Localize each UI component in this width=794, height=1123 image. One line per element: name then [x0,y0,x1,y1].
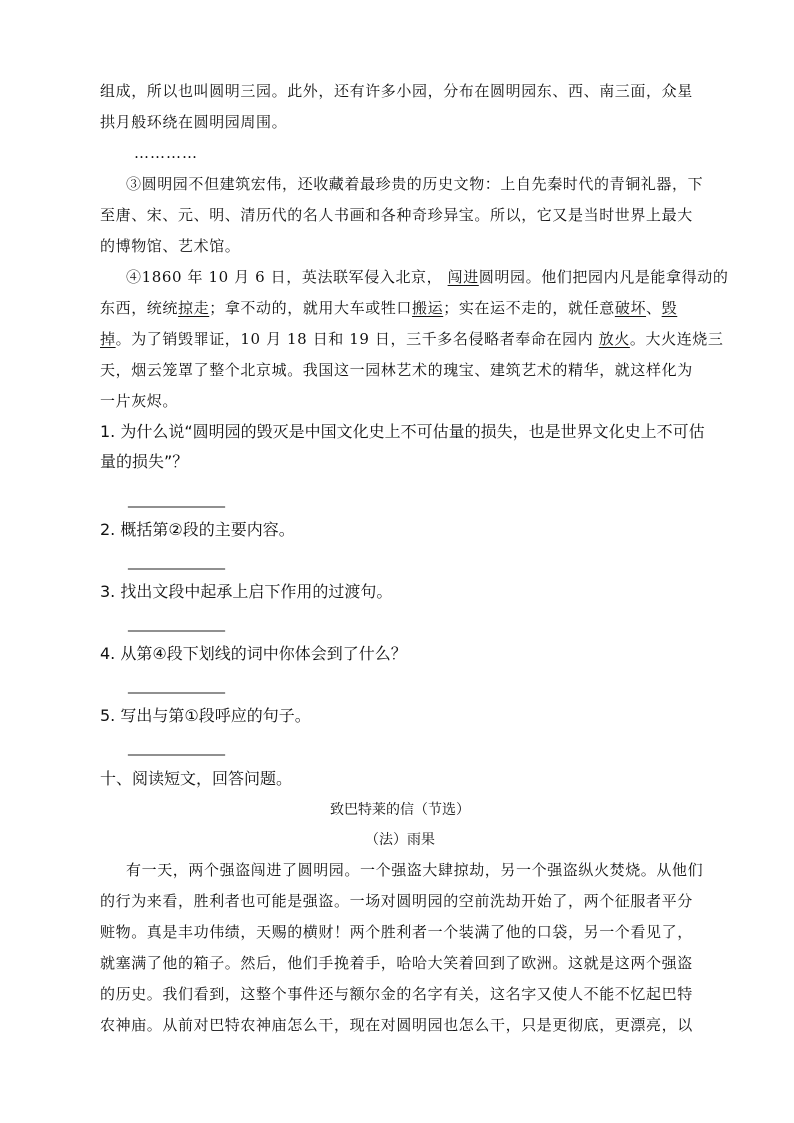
underlined-word: 掉 [100,330,116,348]
article-line: 的历史。我们看到，这整个事件还与额尔金的名字有关，这名字又使人不能不忆起巴特 [100,985,693,1003]
paragraph-4-line: 一片灰烬。 [100,392,179,410]
answer-blank[interactable]: ________________ [128,678,224,694]
paragraph-4-line: 掉。为了销毁罪证，10 月 18 日和 19 日，三千多名侵略者奉命在园内 放火。大火连烧三 [100,330,724,348]
answer-blank[interactable]: ________________ [128,740,224,756]
paragraph-2-line: 拱月般环绕在圆明园周围。 [100,113,288,131]
paragraph-4-line: 东西，统统掠走；拿不动的，就用大车或牲口搬运；实在运不走的，就任意破坏、毁 [100,299,678,317]
underlined-word: 毁 [661,299,678,317]
underlined-word: 破坏 [614,299,647,317]
question-4: 4. 从第④段下划线的词中你体会到了什么？ [100,644,407,663]
article-title: 致巴特莱的信（节选） [330,802,470,818]
paragraph-4-line: ④1860 年 10 月 6 日，英法联军侵入北京， 闯进圆明园。他们把园内凡是能拿得动的 [126,268,729,286]
answer-blank[interactable]: ________________ [128,492,224,508]
answer-blank[interactable]: ________________ [128,554,224,570]
answer-blank[interactable]: ________________ [128,616,224,632]
question-3: 3. 找出文段中起承上启下作用的过渡句。 [100,582,393,601]
article-author: （法）雨果 [365,832,435,848]
passage-section [100,76,729,417]
underlined-word: 掠走 [178,299,210,317]
section-heading: 十、阅读短文，回答问题。 [100,769,293,788]
paragraph-3-line: 的博物馆、艺术馆。 [100,237,241,255]
question-2: 2. 概括第②段的主要内容。 [100,520,295,539]
section-ten [100,763,704,1041]
paragraph-2-line: 组成，所以也叫圆明三园。此外，还有许多小园，分布在圆明园东、西、南三面，众星 [100,82,693,100]
question-1-cont: 量的损失”？ [100,452,189,471]
article-line: 农神庙。从前对巴特农神庙怎么干，现在对圆明园也怎么干，只是更彻底，更漂亮，以 [100,1016,693,1034]
paragraph-3-line: 至唐、宋、元、明、清历代的名人书画和各种奇珍异宝。所以，它又是当时世界上最大 [100,206,693,224]
underlined-word: 搬运 [412,299,444,317]
questions-section [100,417,705,763]
article-line: 赃物。真是丰功伟绩，天赐的横财！两个胜利者一个装满了他的口袋，另一个看见了， [100,923,693,941]
question-1: 1. 为什么说“圆明园的毁灭是中国文化史上不可估量的损失，也是世界文化史上不可估 [100,422,705,441]
article-line: 就塞满了他的箱子。然后，他们手挽着手，哈哈大笑着回到了欧洲。这就是这两个强盗 [100,954,693,972]
article-line: 的行为来看，胜利者也可能是强盗。一场对圆明园的空前洗劫开始了，两个征服者平分 [100,892,693,910]
paragraph-3-line: ③圆明园不但建筑宏伟，还收藏着最珍贵的历史文物：上自先秦时代的青铜礼器，下 [126,175,704,193]
question-5: 5. 写出与第①段呼应的句子。 [100,706,311,725]
underlined-word: 放火 [598,330,630,348]
ellipsis: ………… [134,144,198,162]
article-line: 有一天，两个强盗闯进了圆明园。一个强盗大肆掠劫，另一个强盗纵火焚烧。从他们 [126,861,704,879]
underlined-word: 闯进 [447,268,479,286]
paragraph-4-line: 天，烟云笼罩了整个北京城。我国这一园林艺术的瑰宝、建筑艺术的精华，就这样化为 [100,361,693,379]
